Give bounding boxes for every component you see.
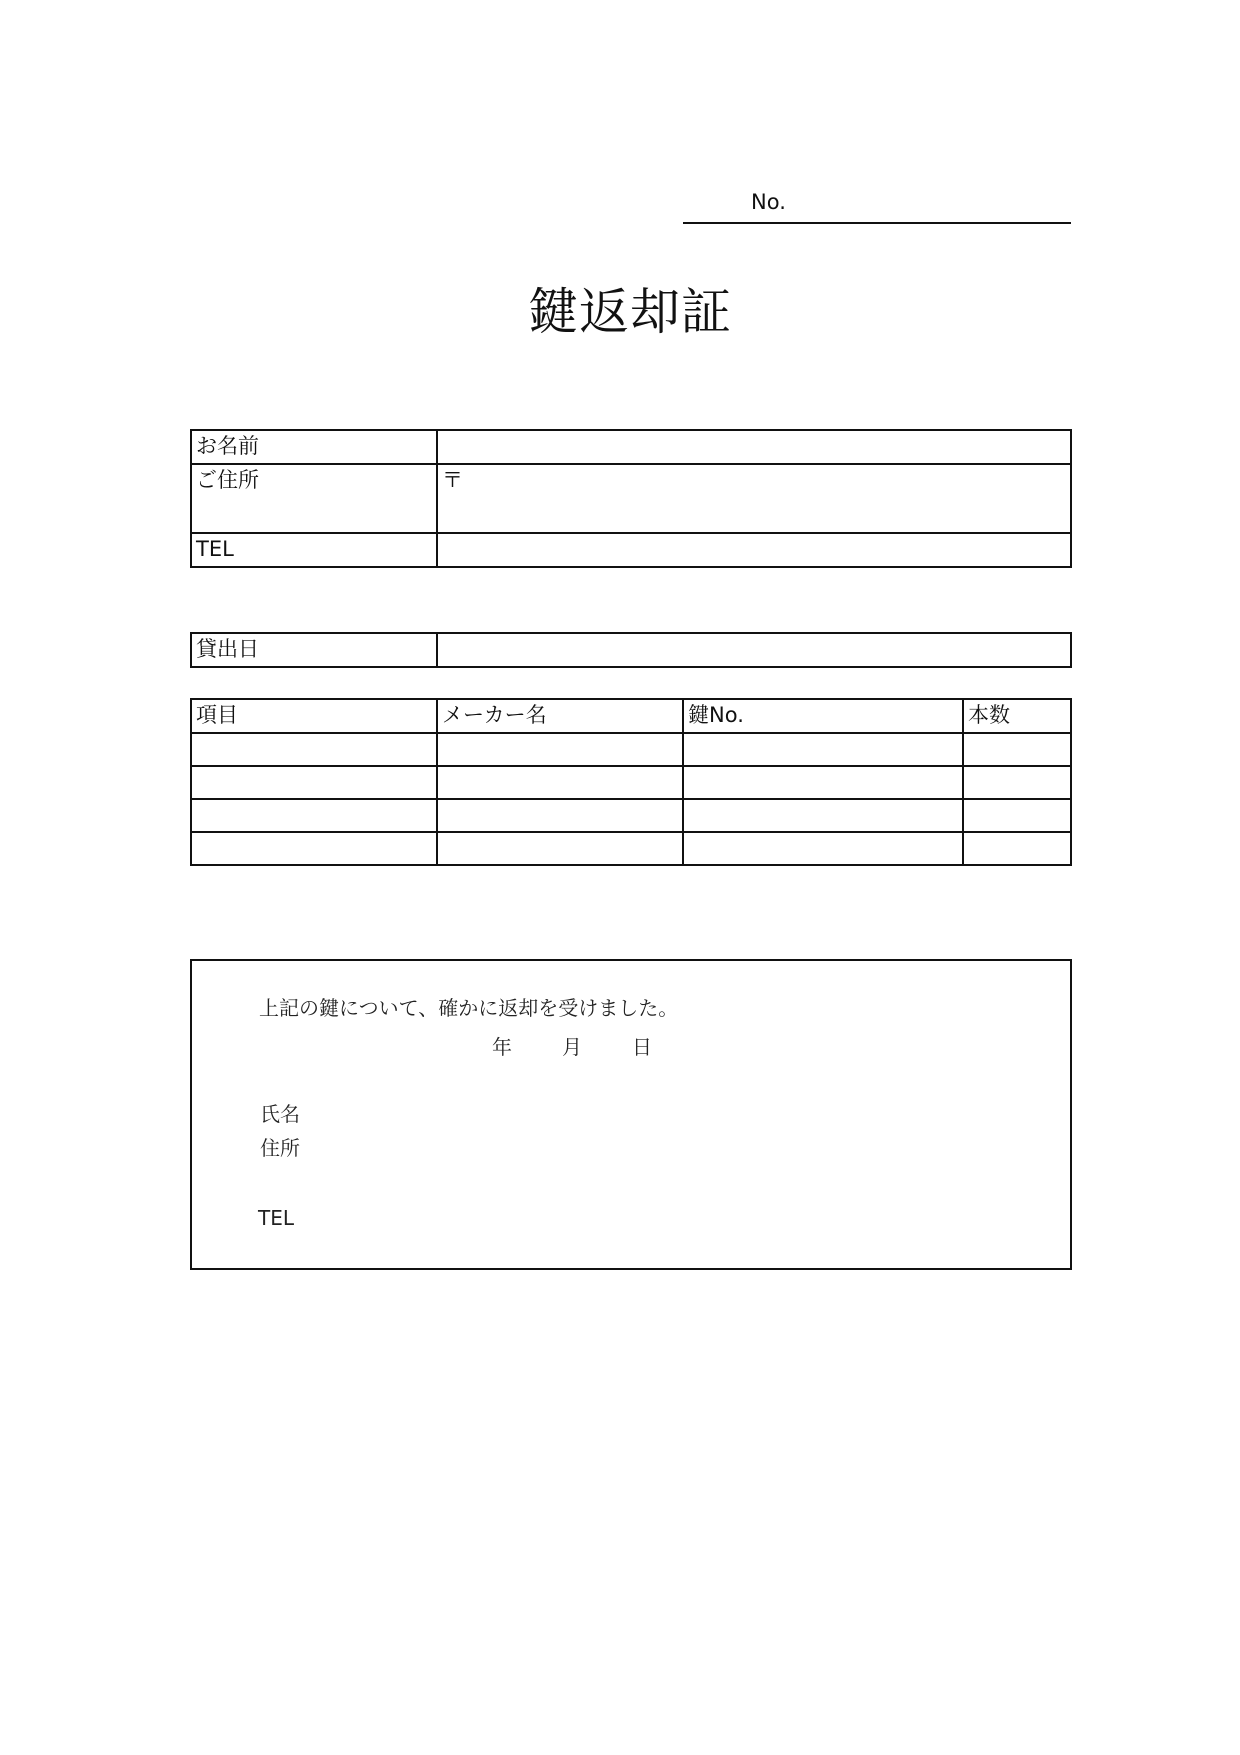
table-cell[interactable] bbox=[683, 832, 963, 865]
receipt-statement: 上記の鍵について、確かに返却を受けました。 bbox=[259, 996, 679, 1020]
table-cell[interactable] bbox=[437, 799, 683, 832]
tel-field[interactable] bbox=[437, 533, 1071, 567]
receiver-address-label: 住所 bbox=[260, 1136, 300, 1160]
address-field[interactable] bbox=[437, 464, 1071, 533]
column-header-item: 項目 bbox=[191, 699, 437, 733]
receipt-box bbox=[190, 959, 1072, 1270]
table-row bbox=[191, 766, 1071, 799]
table-row bbox=[191, 799, 1071, 832]
loan-date-field[interactable] bbox=[437, 633, 1071, 667]
column-header-key-no: 鍵No. bbox=[683, 699, 963, 733]
key-items-table bbox=[190, 698, 1072, 866]
document-number-line bbox=[683, 222, 1071, 224]
tel-label: TEL bbox=[191, 533, 437, 567]
table-cell[interactable] bbox=[437, 832, 683, 865]
date-year-label: 年 bbox=[492, 1035, 512, 1059]
column-header-quantity: 本数 bbox=[963, 699, 1071, 733]
name-label: お名前 bbox=[191, 430, 437, 464]
table-cell[interactable] bbox=[683, 733, 963, 766]
name-field[interactable] bbox=[437, 430, 1071, 464]
table-cell[interactable] bbox=[683, 799, 963, 832]
table-cell[interactable] bbox=[683, 766, 963, 799]
table-cell[interactable] bbox=[191, 733, 437, 766]
table-row bbox=[191, 832, 1071, 865]
table-row bbox=[191, 733, 1071, 766]
loan-date-label: 貸出日 bbox=[191, 633, 437, 667]
table-cell[interactable] bbox=[191, 799, 437, 832]
address-label: ご住所 bbox=[191, 464, 437, 533]
table-cell[interactable] bbox=[437, 733, 683, 766]
table-cell[interactable] bbox=[963, 766, 1071, 799]
document-number-label: No. bbox=[751, 190, 786, 214]
table-cell[interactable] bbox=[963, 832, 1071, 865]
table-cell[interactable] bbox=[963, 733, 1071, 766]
customer-info-table bbox=[190, 429, 1072, 568]
table-cell[interactable] bbox=[191, 832, 437, 865]
column-header-maker: メーカー名 bbox=[437, 699, 683, 733]
date-month-label: 月 bbox=[562, 1035, 582, 1059]
table-cell[interactable] bbox=[437, 766, 683, 799]
postal-mark: 〒 bbox=[442, 468, 463, 492]
date-day-label: 日 bbox=[632, 1035, 652, 1059]
receiver-name-label: 氏名 bbox=[260, 1102, 300, 1126]
table-cell[interactable] bbox=[963, 799, 1071, 832]
loan-date-table bbox=[190, 632, 1072, 668]
table-cell[interactable] bbox=[191, 766, 437, 799]
table-header-row bbox=[191, 699, 1071, 733]
page-title: 鍵返却証 bbox=[528, 283, 732, 341]
receiver-tel-label: TEL bbox=[258, 1206, 294, 1230]
